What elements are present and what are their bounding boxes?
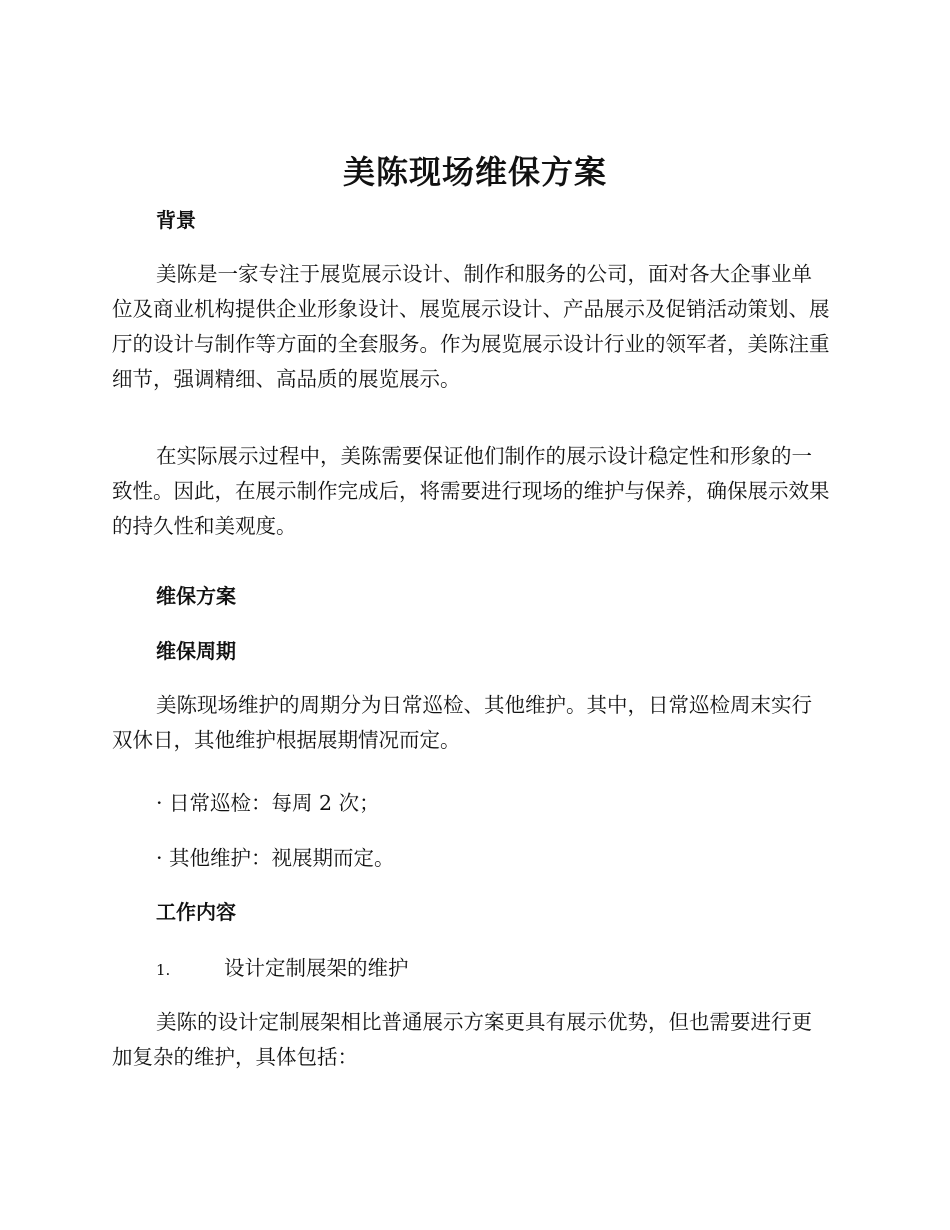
numbered-item-text: 设计定制展架的维护 <box>224 956 409 980</box>
bullet-item: · 日常巡检：每周 2 次； <box>156 791 380 815</box>
paragraph-work: 美陈的设计定制展架相比普通展示方案更具有展示优势，但也需要进行更加复杂的维护，具体包括： <box>112 1010 812 1069</box>
section-heading-cycle: 维保周期 <box>156 639 236 663</box>
section-heading-plan: 维保方案 <box>156 584 236 608</box>
numbered-item-number: 1. <box>156 961 171 979</box>
paragraph-background-1: 美陈是一家专注于展览展示设计、制作和服务的公司，面对各大企事业单位及商业机构提供企业形象设计、展览展示设计、产品展示及促销活动策划、展厅的设计与制作等方面的全套服务。作为展览展示设计行业的领军者，美陈注重细节，强调精细、高品质的展览展示。 <box>112 262 830 391</box>
section-heading-work: 工作内容 <box>156 900 236 924</box>
document-title: 美陈现场维保方案 <box>342 153 607 191</box>
numbered-item <box>156 954 409 984</box>
paragraph-cycle: 美陈现场维护的周期分为日常巡检、其他维护。其中，日常巡检周末实行双休日，其他维护根据展期情况而定。 <box>112 693 812 752</box>
section-heading-background: 背景 <box>156 208 196 232</box>
bullet-item: · 其他维护：视展期而定。 <box>156 846 395 870</box>
paragraph-background-2: 在实际展示过程中，美陈需要保证他们制作的展示设计稳定性和形象的一致性。因此，在展示制作完成后，将需要进行现场的维护与保养，确保展示效果的持久性和美观度。 <box>112 444 830 538</box>
